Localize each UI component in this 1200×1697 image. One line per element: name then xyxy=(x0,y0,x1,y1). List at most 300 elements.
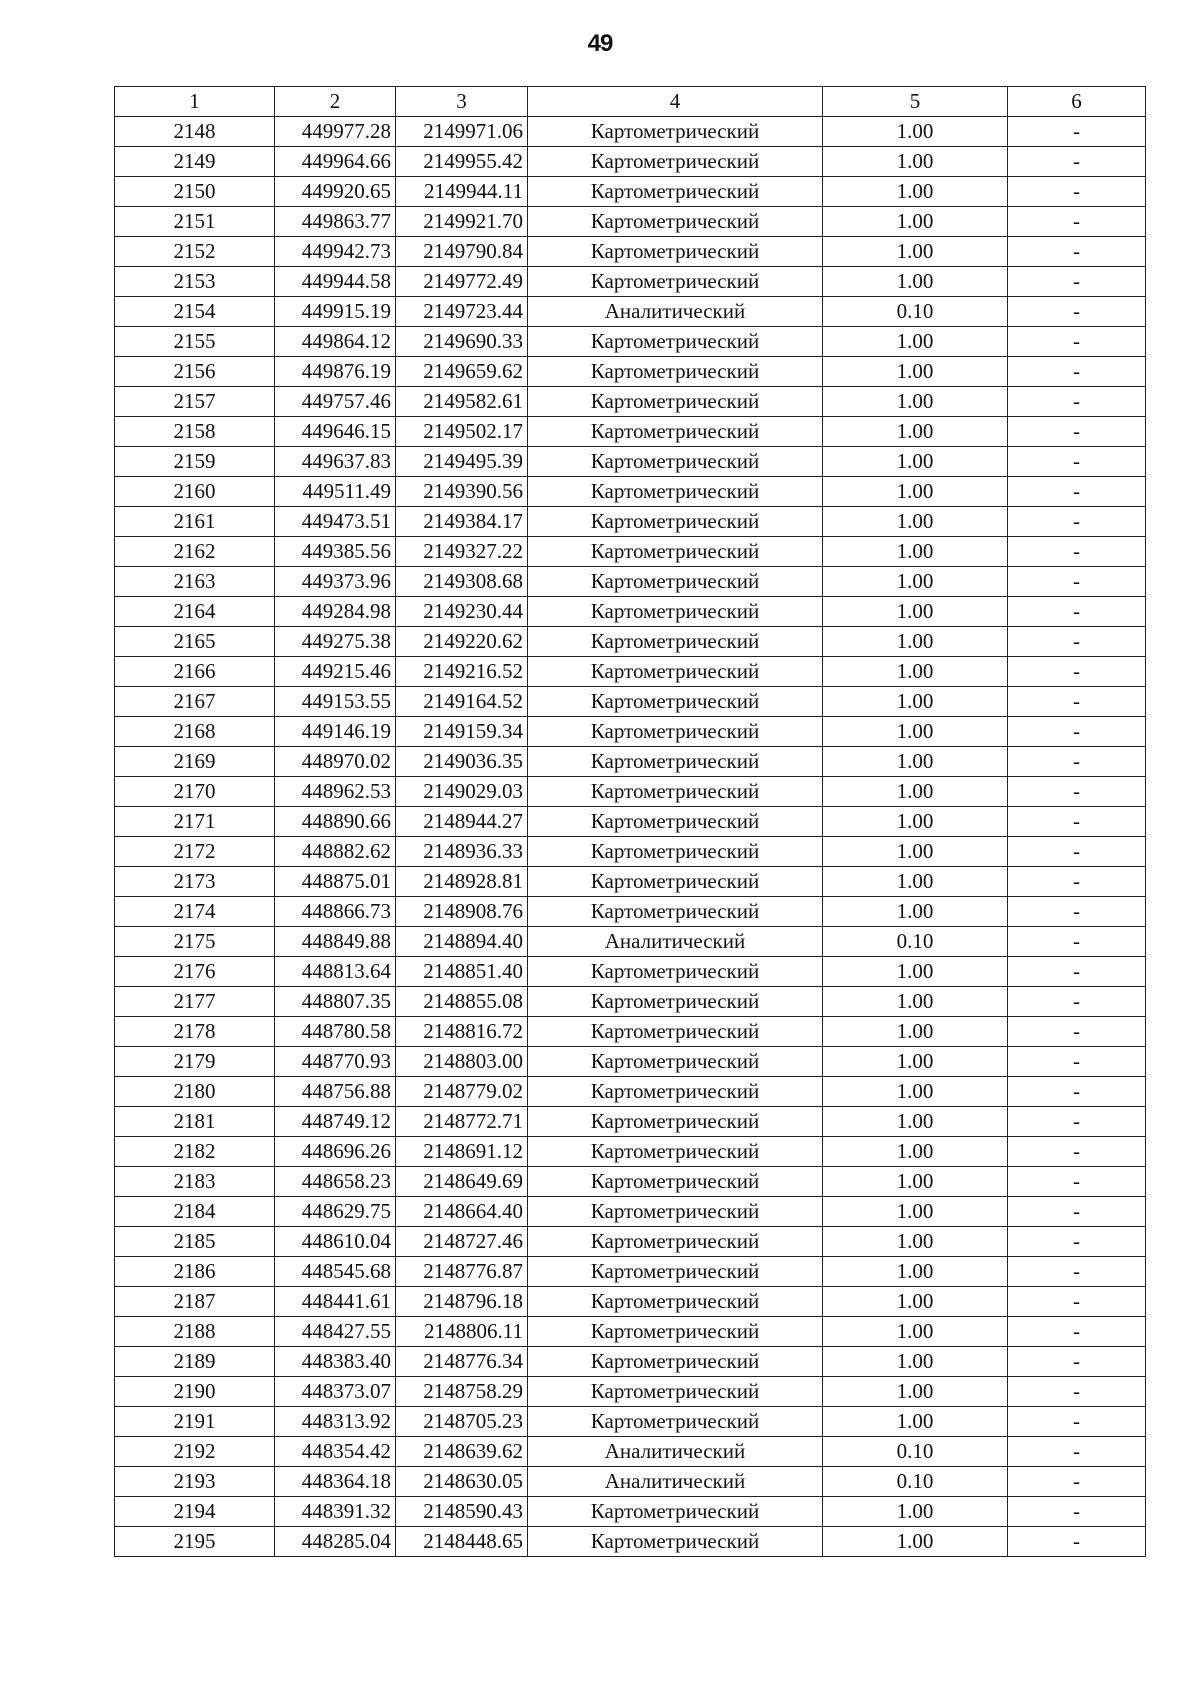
header-col-5: 5 xyxy=(823,87,1008,117)
table-row xyxy=(115,777,1146,807)
x-coordinate-cell: 449646.15 xyxy=(275,417,396,447)
x-coordinate-cell: 448383.40 xyxy=(275,1347,396,1377)
y-coordinate-cell: 2149230.44 xyxy=(396,597,528,627)
table-row xyxy=(115,177,1146,207)
note-cell: - xyxy=(1008,1077,1146,1107)
table-row xyxy=(115,1077,1146,1107)
x-coordinate-cell: 449942.73 xyxy=(275,237,396,267)
note-cell: - xyxy=(1008,417,1146,447)
accuracy-cell: 0.10 xyxy=(823,1467,1008,1497)
note-cell: - xyxy=(1008,1317,1146,1347)
accuracy-cell: 1.00 xyxy=(823,747,1008,777)
header-row xyxy=(115,87,1146,117)
note-cell: - xyxy=(1008,1467,1146,1497)
table-body xyxy=(115,117,1146,1557)
note-cell: - xyxy=(1008,1107,1146,1137)
note-cell: - xyxy=(1008,297,1146,327)
table-row xyxy=(115,1377,1146,1407)
y-coordinate-cell: 2149216.52 xyxy=(396,657,528,687)
accuracy-cell: 1.00 xyxy=(823,627,1008,657)
y-coordinate-cell: 2148664.40 xyxy=(396,1197,528,1227)
table-row xyxy=(115,1437,1146,1467)
y-coordinate-cell: 2149164.52 xyxy=(396,687,528,717)
x-coordinate-cell: 448354.42 xyxy=(275,1437,396,1467)
x-coordinate-cell: 449284.98 xyxy=(275,597,396,627)
table-row xyxy=(115,1347,1146,1377)
method-cell: Картометрический xyxy=(528,837,823,867)
point-number-cell: 2176 xyxy=(115,957,275,987)
method-cell: Картометрический xyxy=(528,597,823,627)
method-cell: Картометрический xyxy=(528,177,823,207)
note-cell: - xyxy=(1008,1527,1146,1557)
note-cell: - xyxy=(1008,567,1146,597)
x-coordinate-cell: 448391.32 xyxy=(275,1497,396,1527)
note-cell: - xyxy=(1008,207,1146,237)
y-coordinate-cell: 2148448.65 xyxy=(396,1527,528,1557)
table-row xyxy=(115,447,1146,477)
method-cell: Картометрический xyxy=(528,387,823,417)
point-number-cell: 2183 xyxy=(115,1167,275,1197)
y-coordinate-cell: 2148855.08 xyxy=(396,987,528,1017)
method-cell: Картометрический xyxy=(528,1347,823,1377)
x-coordinate-cell: 448696.26 xyxy=(275,1137,396,1167)
point-number-cell: 2163 xyxy=(115,567,275,597)
accuracy-cell: 0.10 xyxy=(823,927,1008,957)
y-coordinate-cell: 2149944.11 xyxy=(396,177,528,207)
point-number-cell: 2164 xyxy=(115,597,275,627)
y-coordinate-cell: 2149384.17 xyxy=(396,507,528,537)
accuracy-cell: 1.00 xyxy=(823,1017,1008,1047)
header-col-3: 3 xyxy=(396,87,528,117)
accuracy-cell: 0.10 xyxy=(823,1437,1008,1467)
method-cell: Картометрический xyxy=(528,1497,823,1527)
method-cell: Картометрический xyxy=(528,1107,823,1137)
accuracy-cell: 1.00 xyxy=(823,327,1008,357)
accuracy-cell: 1.00 xyxy=(823,177,1008,207)
method-cell: Аналитический xyxy=(528,297,823,327)
accuracy-cell: 1.00 xyxy=(823,1347,1008,1377)
method-cell: Картометрический xyxy=(528,657,823,687)
y-coordinate-cell: 2149955.42 xyxy=(396,147,528,177)
note-cell: - xyxy=(1008,1497,1146,1527)
table-row xyxy=(115,687,1146,717)
y-coordinate-cell: 2148772.71 xyxy=(396,1107,528,1137)
table-row xyxy=(115,507,1146,537)
x-coordinate-cell: 448770.93 xyxy=(275,1047,396,1077)
y-coordinate-cell: 2148630.05 xyxy=(396,1467,528,1497)
accuracy-cell: 1.00 xyxy=(823,417,1008,447)
table-row xyxy=(115,927,1146,957)
accuracy-cell: 1.00 xyxy=(823,867,1008,897)
header-col-2: 2 xyxy=(275,87,396,117)
note-cell: - xyxy=(1008,597,1146,627)
note-cell: - xyxy=(1008,1167,1146,1197)
y-coordinate-cell: 2148803.00 xyxy=(396,1047,528,1077)
header-col-6: 6 xyxy=(1008,87,1146,117)
x-coordinate-cell: 449275.38 xyxy=(275,627,396,657)
x-coordinate-cell: 448890.66 xyxy=(275,807,396,837)
y-coordinate-cell: 2149220.62 xyxy=(396,627,528,657)
method-cell: Картометрический xyxy=(528,1317,823,1347)
x-coordinate-cell: 448875.01 xyxy=(275,867,396,897)
accuracy-cell: 1.00 xyxy=(823,717,1008,747)
note-cell: - xyxy=(1008,1287,1146,1317)
x-coordinate-cell: 448780.58 xyxy=(275,1017,396,1047)
accuracy-cell: 1.00 xyxy=(823,267,1008,297)
point-number-cell: 2156 xyxy=(115,357,275,387)
accuracy-cell: 1.00 xyxy=(823,987,1008,1017)
method-cell: Картометрический xyxy=(528,147,823,177)
note-cell: - xyxy=(1008,387,1146,417)
point-number-cell: 2177 xyxy=(115,987,275,1017)
note-cell: - xyxy=(1008,1047,1146,1077)
point-number-cell: 2181 xyxy=(115,1107,275,1137)
accuracy-cell: 1.00 xyxy=(823,597,1008,627)
x-coordinate-cell: 448749.12 xyxy=(275,1107,396,1137)
x-coordinate-cell: 449473.51 xyxy=(275,507,396,537)
note-cell: - xyxy=(1008,1137,1146,1167)
note-cell: - xyxy=(1008,147,1146,177)
point-number-cell: 2151 xyxy=(115,207,275,237)
y-coordinate-cell: 2148776.34 xyxy=(396,1347,528,1377)
method-cell: Картометрический xyxy=(528,537,823,567)
method-cell: Картометрический xyxy=(528,1227,823,1257)
y-coordinate-cell: 2148928.81 xyxy=(396,867,528,897)
y-coordinate-cell: 2149029.03 xyxy=(396,777,528,807)
point-number-cell: 2171 xyxy=(115,807,275,837)
header-col-4: 4 xyxy=(528,87,823,117)
point-number-cell: 2166 xyxy=(115,657,275,687)
method-cell: Картометрический xyxy=(528,1377,823,1407)
point-number-cell: 2187 xyxy=(115,1287,275,1317)
y-coordinate-cell: 2148894.40 xyxy=(396,927,528,957)
method-cell: Аналитический xyxy=(528,1467,823,1497)
accuracy-cell: 1.00 xyxy=(823,957,1008,987)
method-cell: Картометрический xyxy=(528,117,823,147)
accuracy-cell: 1.00 xyxy=(823,1197,1008,1227)
y-coordinate-cell: 2149790.84 xyxy=(396,237,528,267)
y-coordinate-cell: 2148806.11 xyxy=(396,1317,528,1347)
accuracy-cell: 1.00 xyxy=(823,537,1008,567)
y-coordinate-cell: 2149723.44 xyxy=(396,297,528,327)
table-row xyxy=(115,1017,1146,1047)
x-coordinate-cell: 449637.83 xyxy=(275,447,396,477)
y-coordinate-cell: 2149036.35 xyxy=(396,747,528,777)
table-row xyxy=(115,1317,1146,1347)
table-row xyxy=(115,807,1146,837)
point-number-cell: 2167 xyxy=(115,687,275,717)
point-number-cell: 2160 xyxy=(115,477,275,507)
table-row xyxy=(115,1287,1146,1317)
method-cell: Картометрический xyxy=(528,447,823,477)
method-cell: Картометрический xyxy=(528,267,823,297)
method-cell: Картометрический xyxy=(528,1527,823,1557)
accuracy-cell: 1.00 xyxy=(823,1287,1008,1317)
accuracy-cell: 1.00 xyxy=(823,1257,1008,1287)
y-coordinate-cell: 2149495.39 xyxy=(396,447,528,477)
x-coordinate-cell: 449915.19 xyxy=(275,297,396,327)
note-cell: - xyxy=(1008,327,1146,357)
accuracy-cell: 0.10 xyxy=(823,297,1008,327)
header-col-1: 1 xyxy=(115,87,275,117)
table-row xyxy=(115,1497,1146,1527)
table-header xyxy=(115,87,1146,117)
x-coordinate-cell: 449944.58 xyxy=(275,267,396,297)
note-cell: - xyxy=(1008,357,1146,387)
point-number-cell: 2149 xyxy=(115,147,275,177)
accuracy-cell: 1.00 xyxy=(823,837,1008,867)
table-row xyxy=(115,1167,1146,1197)
x-coordinate-cell: 448441.61 xyxy=(275,1287,396,1317)
method-cell: Картометрический xyxy=(528,327,823,357)
point-number-cell: 2158 xyxy=(115,417,275,447)
note-cell: - xyxy=(1008,1197,1146,1227)
accuracy-cell: 1.00 xyxy=(823,237,1008,267)
method-cell: Картометрический xyxy=(528,687,823,717)
method-cell: Картометрический xyxy=(528,777,823,807)
table-row xyxy=(115,897,1146,927)
x-coordinate-cell: 449373.96 xyxy=(275,567,396,597)
x-coordinate-cell: 449964.66 xyxy=(275,147,396,177)
y-coordinate-cell: 2148691.12 xyxy=(396,1137,528,1167)
note-cell: - xyxy=(1008,447,1146,477)
point-number-cell: 2172 xyxy=(115,837,275,867)
y-coordinate-cell: 2148908.76 xyxy=(396,897,528,927)
y-coordinate-cell: 2148779.02 xyxy=(396,1077,528,1107)
table-row xyxy=(115,987,1146,1017)
accuracy-cell: 1.00 xyxy=(823,897,1008,927)
method-cell: Аналитический xyxy=(528,927,823,957)
accuracy-cell: 1.00 xyxy=(823,147,1008,177)
note-cell: - xyxy=(1008,1437,1146,1467)
table-row xyxy=(115,1407,1146,1437)
point-number-cell: 2189 xyxy=(115,1347,275,1377)
y-coordinate-cell: 2148639.62 xyxy=(396,1437,528,1467)
table-row xyxy=(115,327,1146,357)
accuracy-cell: 1.00 xyxy=(823,1047,1008,1077)
note-cell: - xyxy=(1008,837,1146,867)
point-number-cell: 2148 xyxy=(115,117,275,147)
x-coordinate-cell: 448849.88 xyxy=(275,927,396,957)
point-number-cell: 2188 xyxy=(115,1317,275,1347)
method-cell: Картометрический xyxy=(528,477,823,507)
point-number-cell: 2195 xyxy=(115,1527,275,1557)
point-number-cell: 2152 xyxy=(115,237,275,267)
accuracy-cell: 1.00 xyxy=(823,507,1008,537)
note-cell: - xyxy=(1008,957,1146,987)
method-cell: Картометрический xyxy=(528,1137,823,1167)
x-coordinate-cell: 448970.02 xyxy=(275,747,396,777)
y-coordinate-cell: 2148590.43 xyxy=(396,1497,528,1527)
y-coordinate-cell: 2148816.72 xyxy=(396,1017,528,1047)
point-number-cell: 2168 xyxy=(115,717,275,747)
accuracy-cell: 1.00 xyxy=(823,1167,1008,1197)
method-cell: Картометрический xyxy=(528,417,823,447)
table-row xyxy=(115,237,1146,267)
point-number-cell: 2186 xyxy=(115,1257,275,1287)
table-row xyxy=(115,1527,1146,1557)
method-cell: Картометрический xyxy=(528,807,823,837)
accuracy-cell: 1.00 xyxy=(823,207,1008,237)
method-cell: Картометрический xyxy=(528,747,823,777)
y-coordinate-cell: 2148727.46 xyxy=(396,1227,528,1257)
x-coordinate-cell: 448610.04 xyxy=(275,1227,396,1257)
accuracy-cell: 1.00 xyxy=(823,387,1008,417)
point-number-cell: 2161 xyxy=(115,507,275,537)
table-row xyxy=(115,837,1146,867)
point-number-cell: 2180 xyxy=(115,1077,275,1107)
method-cell: Картометрический xyxy=(528,717,823,747)
y-coordinate-cell: 2149690.33 xyxy=(396,327,528,357)
table-row xyxy=(115,867,1146,897)
x-coordinate-cell: 448807.35 xyxy=(275,987,396,1017)
x-coordinate-cell: 449864.12 xyxy=(275,327,396,357)
y-coordinate-cell: 2148936.33 xyxy=(396,837,528,867)
x-coordinate-cell: 449977.28 xyxy=(275,117,396,147)
method-cell: Картометрический xyxy=(528,567,823,597)
x-coordinate-cell: 448373.07 xyxy=(275,1377,396,1407)
accuracy-cell: 1.00 xyxy=(823,1227,1008,1257)
accuracy-cell: 1.00 xyxy=(823,657,1008,687)
y-coordinate-cell: 2148944.27 xyxy=(396,807,528,837)
method-cell: Картометрический xyxy=(528,987,823,1017)
note-cell: - xyxy=(1008,687,1146,717)
accuracy-cell: 1.00 xyxy=(823,567,1008,597)
x-coordinate-cell: 448658.23 xyxy=(275,1167,396,1197)
coordinates-table xyxy=(114,86,1146,1557)
note-cell: - xyxy=(1008,897,1146,927)
note-cell: - xyxy=(1008,1347,1146,1377)
note-cell: - xyxy=(1008,717,1146,747)
accuracy-cell: 1.00 xyxy=(823,117,1008,147)
x-coordinate-cell: 449876.19 xyxy=(275,357,396,387)
table-row xyxy=(115,717,1146,747)
table-row xyxy=(115,747,1146,777)
x-coordinate-cell: 449863.77 xyxy=(275,207,396,237)
point-number-cell: 2179 xyxy=(115,1047,275,1077)
method-cell: Картометрический xyxy=(528,627,823,657)
table-row xyxy=(115,627,1146,657)
y-coordinate-cell: 2149921.70 xyxy=(396,207,528,237)
point-number-cell: 2174 xyxy=(115,897,275,927)
note-cell: - xyxy=(1008,477,1146,507)
table-row xyxy=(115,297,1146,327)
x-coordinate-cell: 448962.53 xyxy=(275,777,396,807)
point-number-cell: 2169 xyxy=(115,747,275,777)
note-cell: - xyxy=(1008,1017,1146,1047)
method-cell: Картометрический xyxy=(528,867,823,897)
method-cell: Картометрический xyxy=(528,1047,823,1077)
note-cell: - xyxy=(1008,1407,1146,1437)
table-row xyxy=(115,1257,1146,1287)
accuracy-cell: 1.00 xyxy=(823,1407,1008,1437)
x-coordinate-cell: 448756.88 xyxy=(275,1077,396,1107)
point-number-cell: 2190 xyxy=(115,1377,275,1407)
x-coordinate-cell: 449153.55 xyxy=(275,687,396,717)
method-cell: Картометрический xyxy=(528,897,823,927)
method-cell: Картометрический xyxy=(528,207,823,237)
point-number-cell: 2157 xyxy=(115,387,275,417)
point-number-cell: 2155 xyxy=(115,327,275,357)
point-number-cell: 2159 xyxy=(115,447,275,477)
point-number-cell: 2193 xyxy=(115,1467,275,1497)
accuracy-cell: 1.00 xyxy=(823,1107,1008,1137)
table-row xyxy=(115,207,1146,237)
note-cell: - xyxy=(1008,237,1146,267)
accuracy-cell: 1.00 xyxy=(823,1317,1008,1347)
accuracy-cell: 1.00 xyxy=(823,1377,1008,1407)
table-row xyxy=(115,537,1146,567)
point-number-cell: 2184 xyxy=(115,1197,275,1227)
method-cell: Картометрический xyxy=(528,1287,823,1317)
method-cell: Картометрический xyxy=(528,1167,823,1197)
point-number-cell: 2170 xyxy=(115,777,275,807)
table-row xyxy=(115,357,1146,387)
method-cell: Картометрический xyxy=(528,1197,823,1227)
table-row xyxy=(115,1137,1146,1167)
note-cell: - xyxy=(1008,507,1146,537)
y-coordinate-cell: 2148851.40 xyxy=(396,957,528,987)
point-number-cell: 2165 xyxy=(115,627,275,657)
accuracy-cell: 1.00 xyxy=(823,687,1008,717)
page-number: 49 xyxy=(587,30,613,57)
x-coordinate-cell: 449215.46 xyxy=(275,657,396,687)
accuracy-cell: 1.00 xyxy=(823,777,1008,807)
point-number-cell: 2154 xyxy=(115,297,275,327)
table-row xyxy=(115,147,1146,177)
method-cell: Картометрический xyxy=(528,957,823,987)
note-cell: - xyxy=(1008,1377,1146,1407)
note-cell: - xyxy=(1008,267,1146,297)
point-number-cell: 2178 xyxy=(115,1017,275,1047)
table-row xyxy=(115,267,1146,297)
note-cell: - xyxy=(1008,1227,1146,1257)
point-number-cell: 2150 xyxy=(115,177,275,207)
x-coordinate-cell: 449146.19 xyxy=(275,717,396,747)
y-coordinate-cell: 2148758.29 xyxy=(396,1377,528,1407)
y-coordinate-cell: 2149390.56 xyxy=(396,477,528,507)
x-coordinate-cell: 448882.62 xyxy=(275,837,396,867)
accuracy-cell: 1.00 xyxy=(823,1497,1008,1527)
y-coordinate-cell: 2149971.06 xyxy=(396,117,528,147)
x-coordinate-cell: 449757.46 xyxy=(275,387,396,417)
point-number-cell: 2185 xyxy=(115,1227,275,1257)
note-cell: - xyxy=(1008,177,1146,207)
accuracy-cell: 1.00 xyxy=(823,807,1008,837)
x-coordinate-cell: 449385.56 xyxy=(275,537,396,567)
note-cell: - xyxy=(1008,807,1146,837)
accuracy-cell: 1.00 xyxy=(823,1077,1008,1107)
note-cell: - xyxy=(1008,537,1146,567)
table-row xyxy=(115,117,1146,147)
table-row xyxy=(115,1197,1146,1227)
x-coordinate-cell: 448285.04 xyxy=(275,1527,396,1557)
x-coordinate-cell: 448427.55 xyxy=(275,1317,396,1347)
table-row xyxy=(115,567,1146,597)
table-row xyxy=(115,597,1146,627)
note-cell: - xyxy=(1008,1257,1146,1287)
y-coordinate-cell: 2149582.61 xyxy=(396,387,528,417)
method-cell: Картометрический xyxy=(528,1077,823,1107)
x-coordinate-cell: 448545.68 xyxy=(275,1257,396,1287)
y-coordinate-cell: 2149659.62 xyxy=(396,357,528,387)
note-cell: - xyxy=(1008,747,1146,777)
x-coordinate-cell: 449511.49 xyxy=(275,477,396,507)
point-number-cell: 2182 xyxy=(115,1137,275,1167)
x-coordinate-cell: 448866.73 xyxy=(275,897,396,927)
x-coordinate-cell: 448629.75 xyxy=(275,1197,396,1227)
table-row xyxy=(115,1047,1146,1077)
